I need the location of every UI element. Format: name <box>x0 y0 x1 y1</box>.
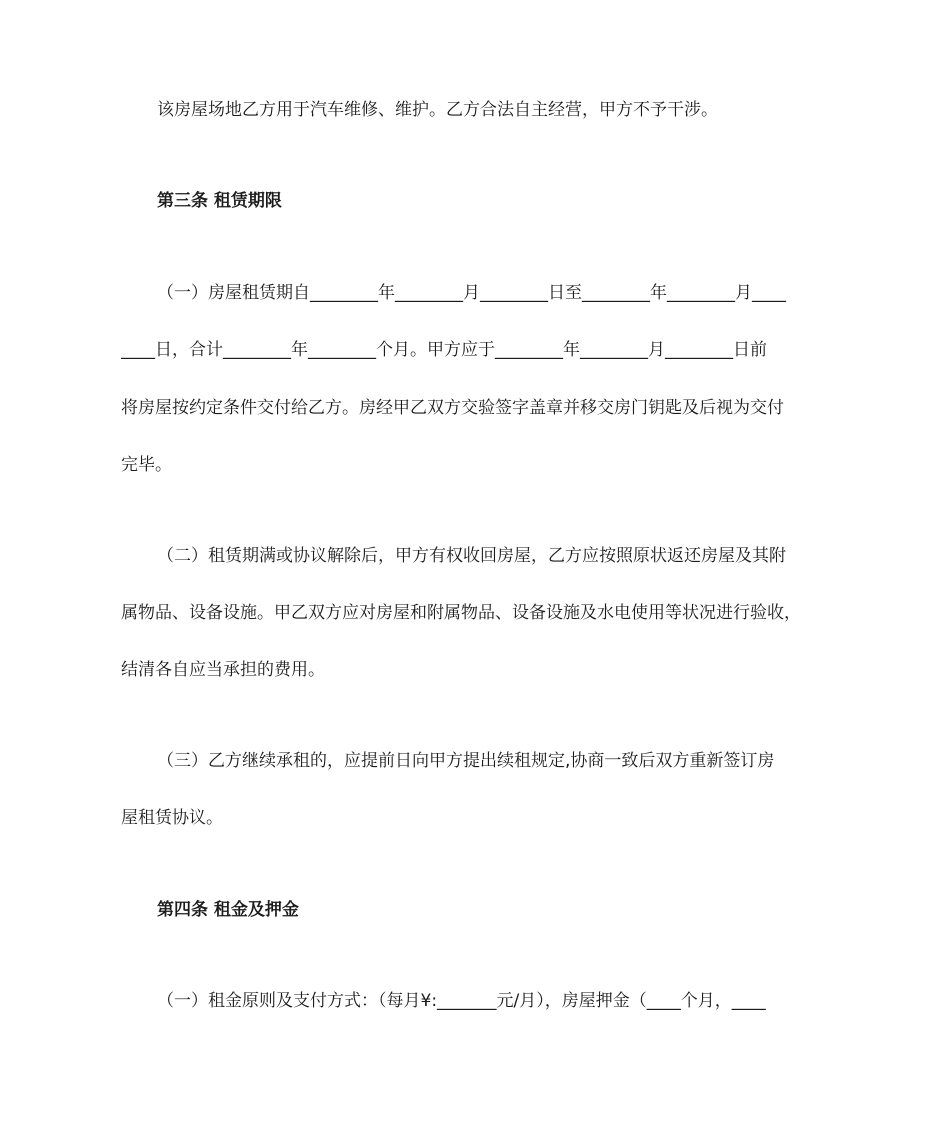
article-3-item-1-line-1: （一）房屋租赁期自________年________月________日至________年________月____ <box>157 283 786 303</box>
article-4-heading: 第四条 租金及押金 <box>157 900 299 920</box>
article-3-item-3-line-1: （三）乙方继续承租的，应提前日向甲方提出续租规定,协商一致后双方重新签订房 <box>157 751 775 771</box>
article-3-item-2-line-2: 属物品、设备设施。甲乙双方应对房屋和附属物品、设备设施及水电使用等状况进行验收， <box>121 603 801 623</box>
article-3-heading: 第三条 租赁期限 <box>157 191 282 211</box>
paragraph-usage: 该房屋场地乙方用于汽车维修、维护。乙方合法自主经营，甲方不予干涉。 <box>157 100 718 120</box>
article-3-item-2-line-3: 结清各自应当承担的费用。 <box>121 660 325 680</box>
article-4-item-1-line-1: （一）租金原则及支付方式：（每月¥:_______元/月），房屋押金（____个月，____ <box>157 991 766 1011</box>
article-3-item-1-line-3: 将房屋按约定条件交付给乙方。房经甲乙双方交验签字盖章并移交房门钥匙及后视为交付 <box>121 398 784 418</box>
article-3-item-3-line-2: 屋租赁协议。 <box>121 808 223 828</box>
article-3-item-1-line-4: 完毕。 <box>121 455 172 475</box>
article-3-item-2-line-1: （二）租赁期满或协议解除后，甲方有权收回房屋，乙方应按照原状返还房屋及其附 <box>157 546 786 566</box>
article-3-item-1-line-2: ____日，合计________年________个月。甲方应于________年________月________日前 <box>121 340 767 360</box>
